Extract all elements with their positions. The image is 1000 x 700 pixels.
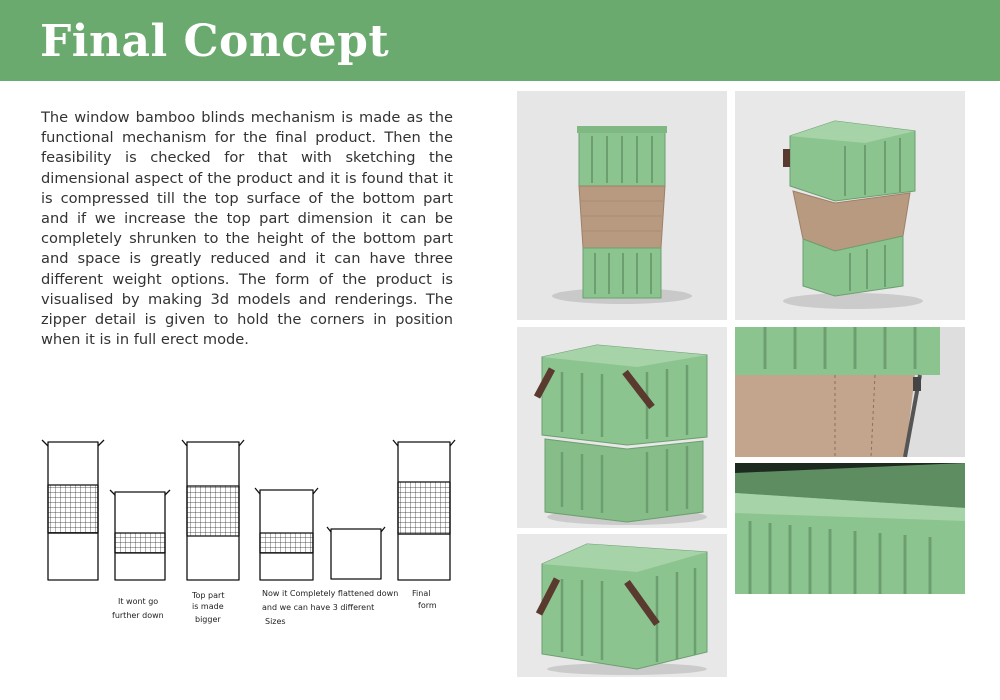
sketch-flattened (255, 488, 318, 580)
render-interior-closeup (735, 463, 965, 594)
sketch-final-form (393, 440, 455, 580)
dimension-sketches (40, 432, 470, 642)
render-zipper-closeup (735, 327, 965, 457)
sketch-note-1b: further down (112, 611, 164, 620)
page-title: Final Concept (40, 16, 390, 67)
sketch-note-4b: form (418, 601, 437, 610)
sketch-note-2a: Top part (192, 591, 225, 600)
sketch-note-2b: is made (192, 602, 224, 611)
description-paragraph: The window bamboo blinds mechanism is made as the functional mechanism for the final product. Then the feasibility is checked for that with sketching the dimensional aspect of the product and it is found that it is compressed till the top surface of the bottom part and if we increase the top part dimension it can be completely shrunken to the height of the bottom part and space is greatly reduced and it can have three different weight options. The form of the product is visualised by making 3d models and renderings. The zipper detail is given to hold the corners in position when it is in full erect mode. (41, 109, 453, 349)
sketch-fully-shrunk (327, 527, 385, 579)
sketch-note-2c: bigger (195, 615, 221, 624)
sketch-full-height (42, 440, 104, 580)
sketch-partial-compress (110, 490, 170, 580)
render-collapsed (517, 534, 727, 677)
sketch-note-4a: Final (412, 589, 431, 598)
render-erect-angle (735, 91, 965, 320)
sketch-note-3c: Sizes (265, 617, 286, 626)
render-erect-front (517, 91, 727, 320)
sketch-bigger-top (182, 440, 244, 580)
sketch-note-1a: It wont go (118, 597, 159, 606)
sketch-note-3b: and we can have 3 different (262, 603, 375, 612)
sketch-note-3a: Now it Completely flattened down (262, 589, 399, 598)
render-stacked (517, 327, 727, 528)
